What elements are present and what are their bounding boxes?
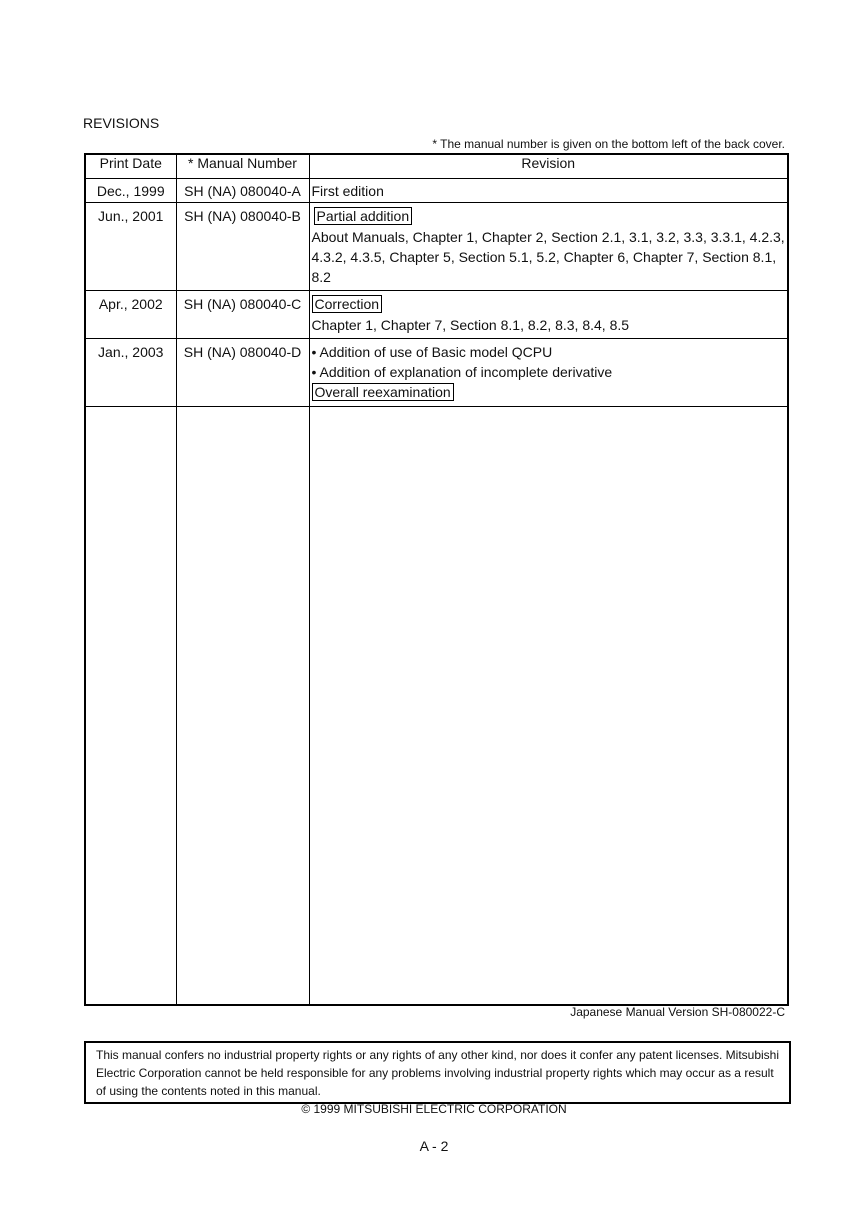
revision-text: • Addition of use of Basic model QCPU [311,344,553,360]
revision-text: First edition [311,183,384,199]
revision-text: Chapter 1, Chapter 7, Section 8.1, 8.2, 8.3, 8.4, 8.5 [311,317,630,333]
japanese-manual-version: Japanese Manual Version SH-080022-C [570,1005,785,1019]
revision-cell [309,179,788,203]
table-row [85,179,788,203]
print-date-cell: Jun., 2001 [85,203,176,291]
manual-number-cell: SH (NA) 080040-C [176,291,309,339]
manual-number-cell: SH (NA) 080040-A [176,179,309,203]
copyright-notice: © 1999 MITSUBISHI ELECTRIC CORPORATION [301,1102,567,1116]
manual-number-note: * The manual number is given on the bottom left of the back cover. [432,137,785,151]
revision-cell [309,291,788,339]
print-date-cell: Jan., 2003 [85,339,176,407]
table-header-row [85,154,788,179]
revision-type-box: Overall reexamination [312,383,454,401]
revision-cell [309,339,788,407]
revision-type-box: Partial addition [314,207,413,225]
page-heading: REVISIONS [83,115,160,131]
table-row [85,339,788,407]
table-row [85,203,788,291]
empty-cell [85,407,176,1006]
column-header-manual-number: * Manual Number [176,154,309,179]
print-date-cell: Apr., 2002 [85,291,176,339]
manual-number-cell: SH (NA) 080040-B [176,203,309,291]
table-row [85,291,788,339]
empty-cell [309,407,788,1006]
column-header-revision: Revision [309,154,788,179]
revisions-table [84,153,789,1006]
table-empty-row [85,407,788,1006]
revision-type-box: Correction [312,295,383,313]
print-date-cell: Dec., 1999 [85,179,176,203]
empty-cell [176,407,309,1006]
column-header-print-date: Print Date [85,154,176,179]
manual-number-cell: SH (NA) 080040-D [176,339,309,407]
disclaimer-box: This manual confers no industrial property rights or any rights of any other kind, nor does it confer any patent licenses. Mitsubishi Electric Corporation cannot be held responsible for any problems involving industrial property rights which may occur as a result of using the contents noted in this manual. [84,1041,791,1104]
revision-text: About Manuals, Chapter 1, Chapter 2, Section 2.1, 3.1, 3.2, 3.3, 3.3.1, 4.2.3, 4.3.2, 4.3.5, Chapter 5, Section 5.1, 5.2, Chapter 6, Chapter 7, Section 8.1, 8.2 [311,229,785,285]
page-number: A - 2 [419,1138,449,1154]
revision-cell [309,203,788,291]
revision-text: • Addition of explanation of incomplete derivative [311,364,613,380]
